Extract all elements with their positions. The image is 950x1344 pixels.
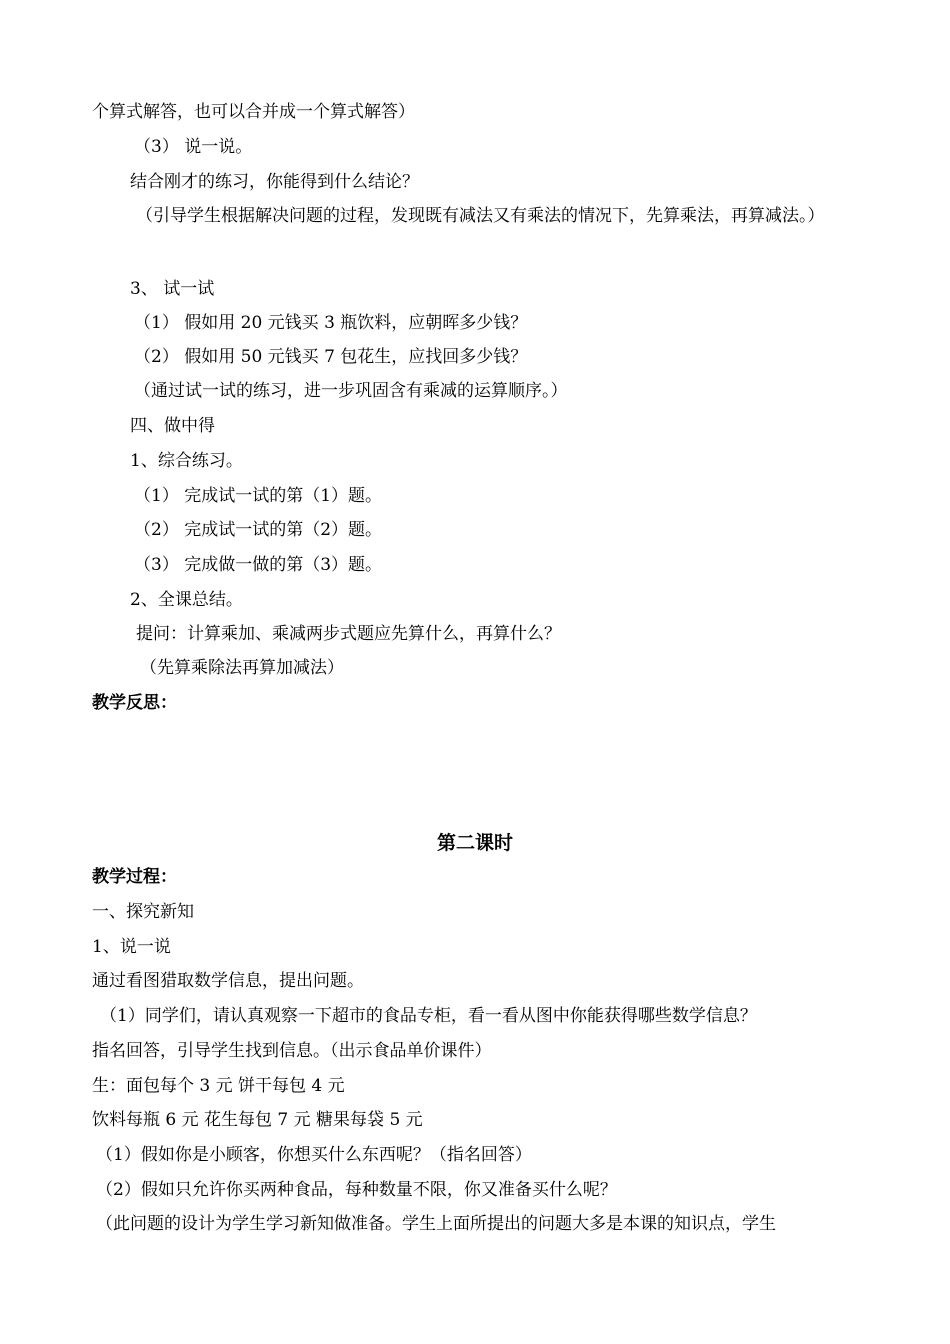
paragraph-line: 个算式解答，也可以合并成一个算式解答） [92, 102, 415, 122]
paragraph-line: 结合刚才的练习，你能得到什么结论？ [130, 172, 419, 192]
section-try: 3、 试一试 [130, 279, 215, 299]
paragraph-line: 指名回答，引导学生找到信息。（出示食品单价课件） [92, 1041, 492, 1061]
paragraph-line: （先算乘除法再算加减法） [140, 658, 344, 678]
section-heading: 四、做中得 [130, 416, 215, 436]
list-item: （2） 完成试一试的第（2）题。 [134, 520, 383, 540]
list-item: （2） 假如用 50 元钱买 7 包花生，应找回多少钱？ [134, 347, 528, 367]
paragraph-line: （此问题的设计为学生学习新知做准备。学生上面所提出的问题大多是本课的知识点，学生 [96, 1214, 776, 1234]
subsection-heading: 1、说一说 [92, 937, 171, 957]
item-speak: （3） 说一说。 [134, 137, 253, 157]
reflection-heading: 教学反思： [92, 693, 177, 713]
list-item: （1） 完成试一试的第（1）题。 [134, 486, 383, 506]
price-line: 生：面包每个 3 元 饼干每包 4 元 [92, 1076, 345, 1096]
paragraph-line: 通过看图猎取数学信息，提出问题。 [92, 971, 364, 991]
price-line: 饮料每瓶 6 元 花生每包 7 元 糖果每袋 5 元 [92, 1110, 423, 1130]
subsection-heading: 1、综合练习。 [130, 451, 243, 471]
process-heading: 教学过程： [92, 867, 177, 887]
paragraph-line: （通过试一试的练习，进一步巩固含有乘减的运算顺序。） [134, 381, 568, 401]
list-item: （1）假如你是小顾客，你想买什么东西呢？（指名回答） [96, 1145, 532, 1165]
section-heading: 一、探究新知 [92, 902, 194, 922]
list-item: （3） 完成做一做的第（3）题。 [134, 555, 383, 575]
paragraph-guide: （引导学生根据解决问题的过程，发现既有减法又有乘法的情况下，先算乘法，再算减法。） [136, 206, 825, 226]
paragraph-line: （1）同学们，请认真观察一下超市的食品专柜，看一看从图中你能获得哪些数学信息？ [100, 1006, 757, 1026]
list-item: （2）假如只允许你买两种食品，每种数量不限，你又准备买什么呢？ [96, 1180, 617, 1200]
list-item: （1） 假如用 20 元钱买 3 瓶饮料，应朝晖多少钱？ [134, 313, 528, 333]
subsection-heading: 2、全课总结。 [130, 590, 243, 610]
paragraph-line: 提问：计算乘加、乘减两步式题应先算什么，再算什么？ [136, 624, 561, 644]
lesson-title: 第二课时 [436, 832, 513, 854]
